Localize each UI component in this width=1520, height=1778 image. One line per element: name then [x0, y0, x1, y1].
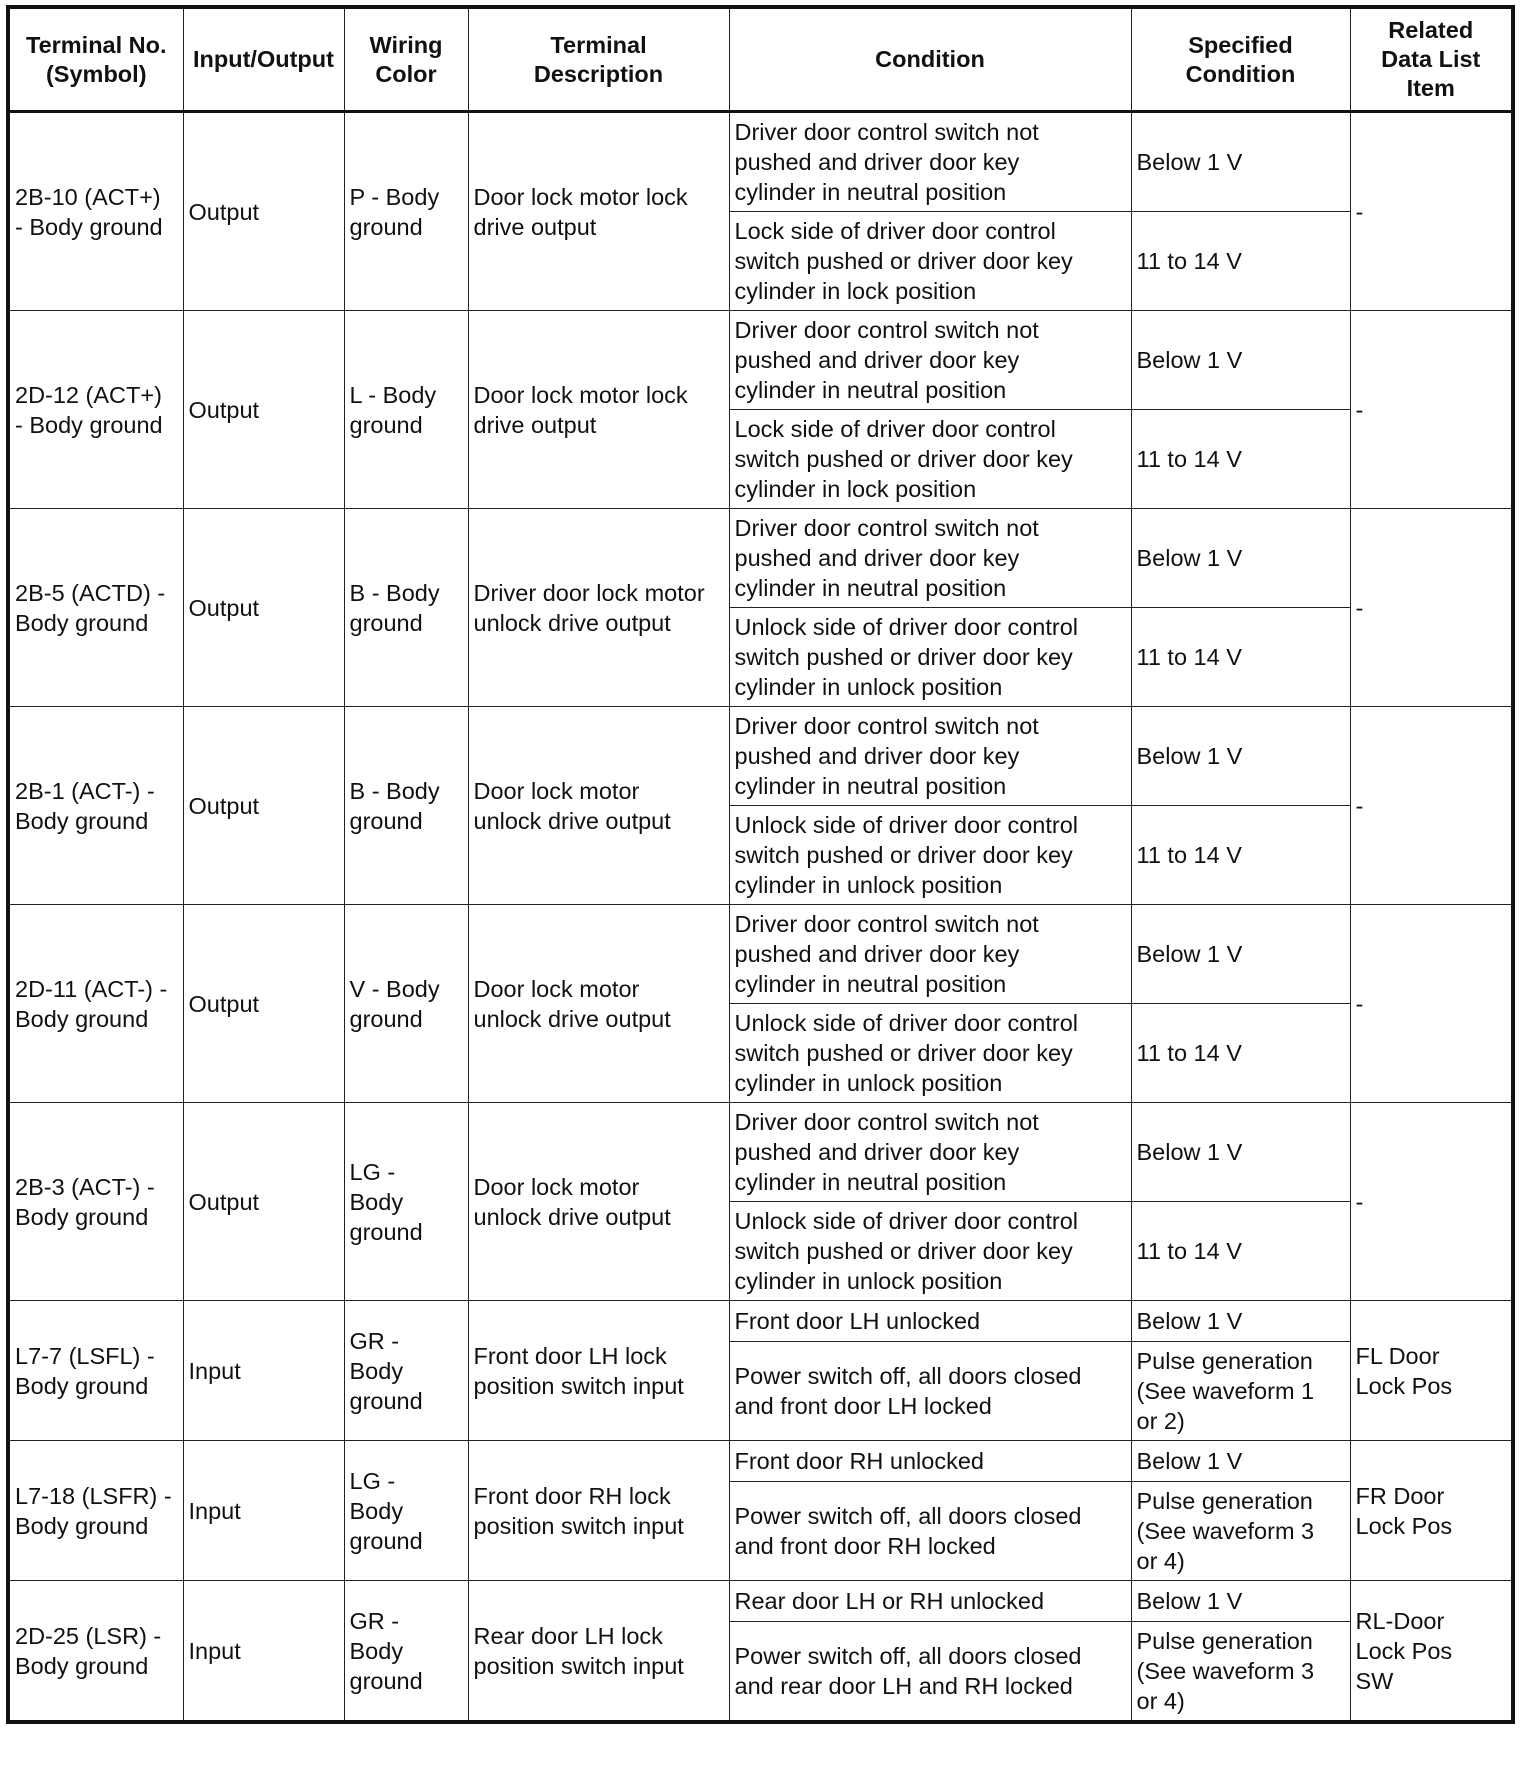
col-header-description: Terminal Description [468, 7, 729, 112]
io-cell: Output [183, 1103, 344, 1301]
wiring-color-cell: GR - Body ground [344, 1581, 468, 1723]
table-row [8, 112, 1513, 212]
col-header-related: Related Data List Item [1350, 7, 1513, 112]
description-cell: Door lock motor lock drive output [468, 311, 729, 509]
condition-cell: Unlock side of driver door control switch pushed or driver door key cylinder in unlock position [729, 1004, 1131, 1103]
condition-cell: Power switch off, all doors closed and rear door LH and RH locked [729, 1622, 1131, 1723]
description-cell: Rear door LH lock position switch input [468, 1581, 729, 1723]
terminal-cell: 2D-12 (ACT+) - Body ground [8, 311, 183, 509]
table-row [8, 707, 1513, 806]
condition-cell: Driver door control switch not pushed and driver door key cylinder in neutral position [729, 905, 1131, 1004]
wiring-color-cell: B - Body ground [344, 509, 468, 707]
condition-cell: Unlock side of driver door control switch pushed or driver door key cylinder in unlock position [729, 806, 1131, 905]
io-cell: Output [183, 311, 344, 509]
condition-cell: Lock side of driver door control switch pushed or driver door key cylinder in lock position [729, 410, 1131, 509]
table-row [8, 1103, 1513, 1202]
wiring-color-cell: LG - Body ground [344, 1103, 468, 1301]
condition-cell: Front door RH unlocked [729, 1441, 1131, 1482]
related-data-cell: - [1350, 509, 1513, 707]
related-data-cell: - [1350, 707, 1513, 905]
io-cell: Output [183, 509, 344, 707]
specified-condition-cell: Below 1 V [1131, 112, 1350, 212]
table-row [8, 905, 1513, 1004]
terminal-spec-table [6, 5, 1515, 1724]
col-header-terminal: Terminal No. (Symbol) [8, 7, 183, 112]
terminal-cell: 2B-3 (ACT-) - Body ground [8, 1103, 183, 1301]
table-row [8, 1441, 1513, 1482]
condition-cell: Unlock side of driver door control switch pushed or driver door key cylinder in unlock position [729, 1202, 1131, 1301]
specified-condition-cell: 11 to 14 V [1131, 1202, 1350, 1301]
description-cell: Driver door lock motor unlock drive output [468, 509, 729, 707]
io-cell: Output [183, 112, 344, 311]
terminal-cell: 2D-11 (ACT-) - Body ground [8, 905, 183, 1103]
condition-cell: Rear door LH or RH unlocked [729, 1581, 1131, 1622]
related-data-cell: - [1350, 112, 1513, 311]
terminal-table-container [6, 5, 1511, 1724]
specified-condition-cell: Pulse generation (See waveform 3 or 4) [1131, 1482, 1350, 1581]
wiring-color-cell: L - Body ground [344, 311, 468, 509]
io-cell: Input [183, 1301, 344, 1441]
condition-cell: Driver door control switch not pushed and driver door key cylinder in neutral position [729, 509, 1131, 608]
terminal-cell: L7-7 (LSFL) - Body ground [8, 1301, 183, 1441]
related-data-cell: - [1350, 1103, 1513, 1301]
specified-condition-cell: Below 1 V [1131, 311, 1350, 410]
specified-condition-cell: 11 to 14 V [1131, 212, 1350, 311]
terminal-cell: 2D-25 (LSR) - Body ground [8, 1581, 183, 1723]
related-data-cell: RL-Door Lock Pos SW [1350, 1581, 1513, 1723]
wiring-color-cell: V - Body ground [344, 905, 468, 1103]
io-cell: Input [183, 1441, 344, 1581]
wiring-color-cell: P - Body ground [344, 112, 468, 311]
col-header-condition: Condition [729, 7, 1131, 112]
description-cell: Door lock motor unlock drive output [468, 707, 729, 905]
table-row [8, 1581, 1513, 1622]
specified-condition-cell: Pulse generation (See waveform 1 or 2) [1131, 1342, 1350, 1441]
specified-condition-cell: Below 1 V [1131, 1301, 1350, 1342]
description-cell: Door lock motor unlock drive output [468, 905, 729, 1103]
table-row [8, 1301, 1513, 1342]
specified-condition-cell: Below 1 V [1131, 1441, 1350, 1482]
related-data-cell: FL Door Lock Pos [1350, 1301, 1513, 1441]
condition-cell: Power switch off, all doors closed and front door RH locked [729, 1482, 1131, 1581]
specified-condition-cell: Below 1 V [1131, 707, 1350, 806]
specified-condition-cell: 11 to 14 V [1131, 608, 1350, 707]
io-cell: Input [183, 1581, 344, 1723]
specified-condition-cell: Below 1 V [1131, 1581, 1350, 1622]
condition-cell: Lock side of driver door control switch pushed or driver door key cylinder in lock position [729, 212, 1131, 311]
specified-condition-cell: 11 to 14 V [1131, 410, 1350, 509]
description-cell: Door lock motor unlock drive output [468, 1103, 729, 1301]
specified-condition-cell: Below 1 V [1131, 1103, 1350, 1202]
condition-cell: Front door LH unlocked [729, 1301, 1131, 1342]
table-row [8, 311, 1513, 410]
wiring-color-cell: GR - Body ground [344, 1301, 468, 1441]
condition-cell: Unlock side of driver door control switch pushed or driver door key cylinder in unlock position [729, 608, 1131, 707]
col-header-io: Input/Output [183, 7, 344, 112]
col-header-specified: Specified Condition [1131, 7, 1350, 112]
specified-condition-cell: Below 1 V [1131, 905, 1350, 1004]
related-data-cell: FR Door Lock Pos [1350, 1441, 1513, 1581]
related-data-cell: - [1350, 311, 1513, 509]
related-data-cell: - [1350, 905, 1513, 1103]
condition-cell: Driver door control switch not pushed and driver door key cylinder in neutral position [729, 707, 1131, 806]
header-row [8, 7, 1513, 112]
condition-cell: Driver door control switch not pushed and driver door key cylinder in neutral position [729, 311, 1131, 410]
specified-condition-cell: 11 to 14 V [1131, 806, 1350, 905]
condition-cell: Power switch off, all doors closed and front door LH locked [729, 1342, 1131, 1441]
terminal-cell: 2B-5 (ACTD) - Body ground [8, 509, 183, 707]
io-cell: Output [183, 905, 344, 1103]
wiring-color-cell: B - Body ground [344, 707, 468, 905]
wiring-color-cell: LG - Body ground [344, 1441, 468, 1581]
condition-cell: Driver door control switch not pushed and driver door key cylinder in neutral position [729, 112, 1131, 212]
specified-condition-cell: 11 to 14 V [1131, 1004, 1350, 1103]
terminal-cell: L7-18 (LSFR) - Body ground [8, 1441, 183, 1581]
specified-condition-cell: Below 1 V [1131, 509, 1350, 608]
description-cell: Front door LH lock position switch input [468, 1301, 729, 1441]
description-cell: Door lock motor lock drive output [468, 112, 729, 311]
specified-condition-cell: Pulse generation (See waveform 3 or 4) [1131, 1622, 1350, 1723]
description-cell: Front door RH lock position switch input [468, 1441, 729, 1581]
io-cell: Output [183, 707, 344, 905]
terminal-cell: 2B-10 (ACT+) - Body ground [8, 112, 183, 311]
terminal-cell: 2B-1 (ACT-) - Body ground [8, 707, 183, 905]
table-row [8, 509, 1513, 608]
col-header-wiring: Wiring Color [344, 7, 468, 112]
condition-cell: Driver door control switch not pushed and driver door key cylinder in neutral position [729, 1103, 1131, 1202]
